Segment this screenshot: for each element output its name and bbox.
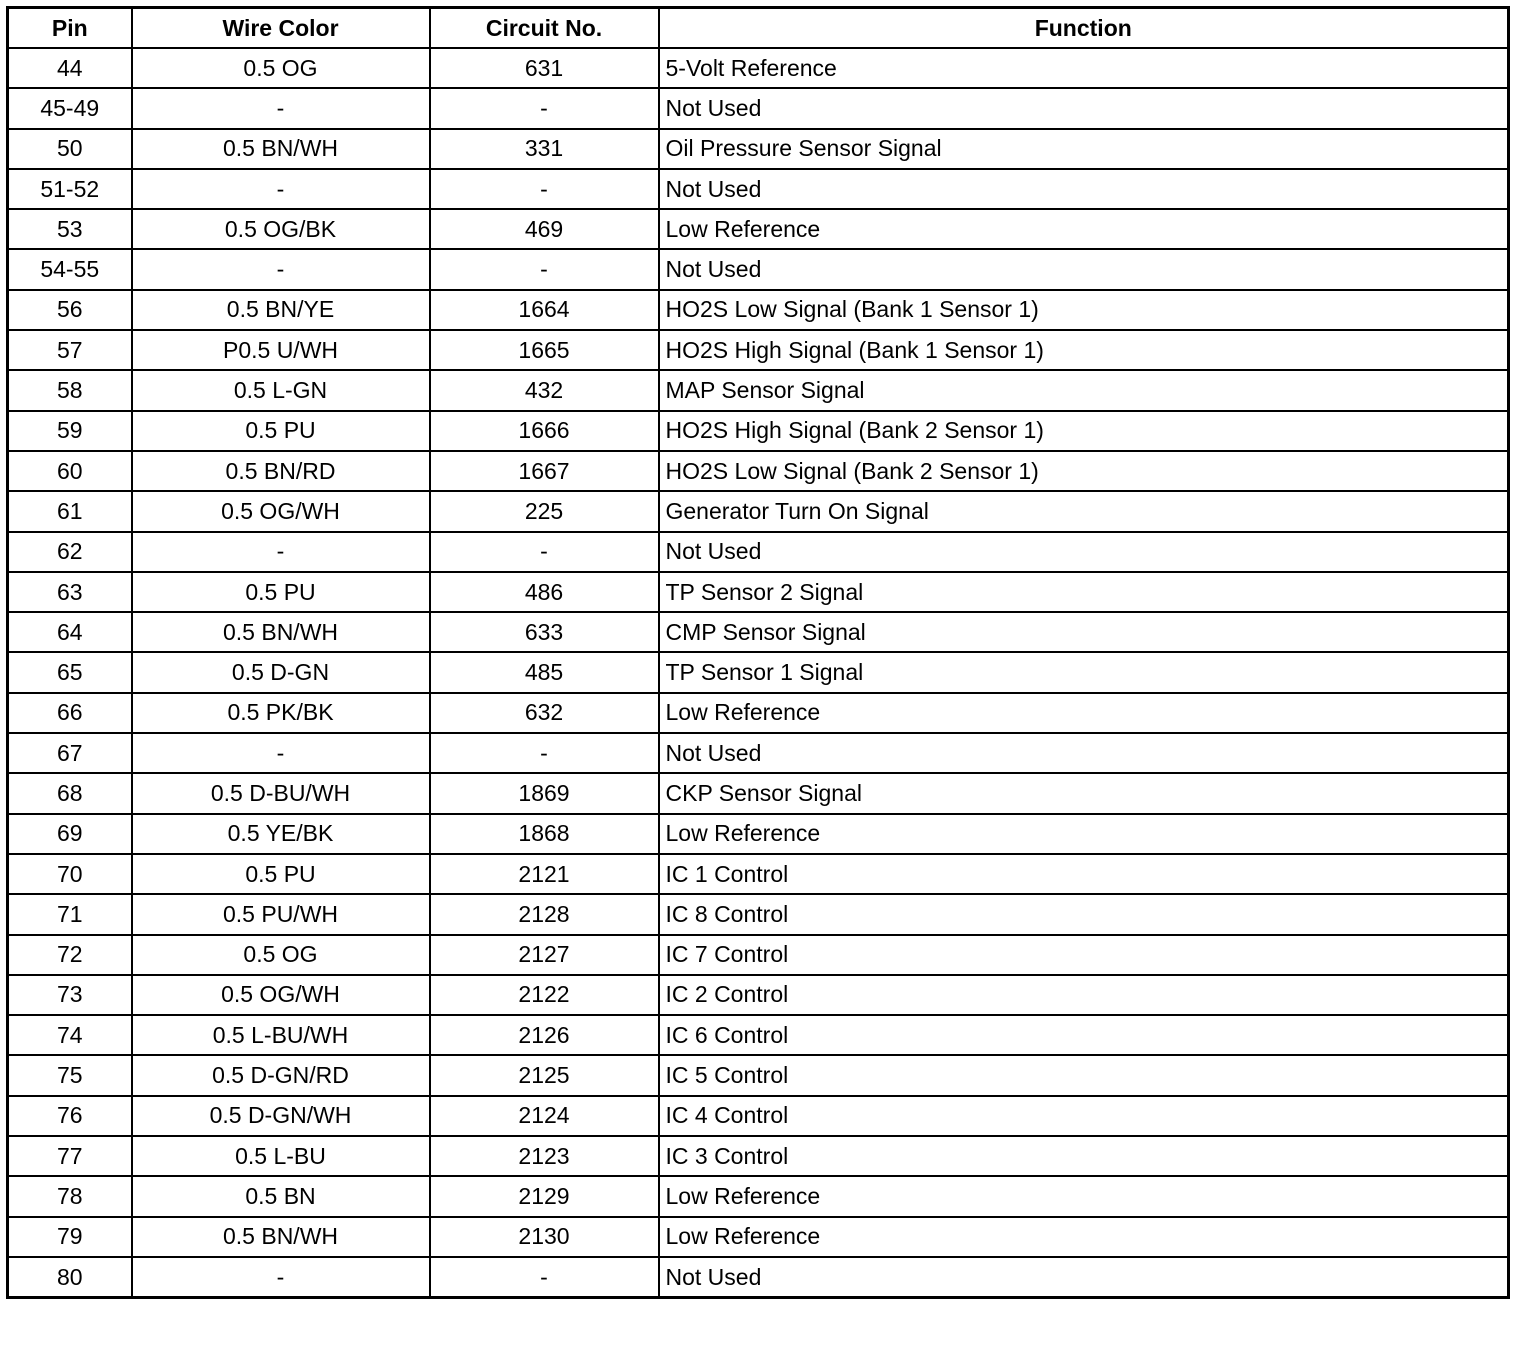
function-cell: HO2S Low Signal (Bank 1 Sensor 1): [659, 290, 1509, 330]
circuit-no-cell: 1667: [430, 451, 659, 491]
circuit-no-cell: 485: [430, 652, 659, 692]
function-cell: Low Reference: [659, 209, 1509, 249]
circuit-no-cell: 2124: [430, 1096, 659, 1136]
table-row: [8, 572, 1509, 612]
function-cell: Generator Turn On Signal: [659, 491, 1509, 531]
pinout-table: [6, 6, 1510, 1299]
function-cell: TP Sensor 1 Signal: [659, 652, 1509, 692]
pin-cell: 60: [8, 451, 132, 491]
pin-cell: 66: [8, 693, 132, 733]
function-cell: TP Sensor 2 Signal: [659, 572, 1509, 612]
wire-color-cell: 0.5 D-GN: [132, 652, 430, 692]
pin-cell: 63: [8, 572, 132, 612]
function-cell: HO2S Low Signal (Bank 2 Sensor 1): [659, 451, 1509, 491]
function-cell: IC 6 Control: [659, 1015, 1509, 1055]
wire-color-cell: 0.5 L-BU/WH: [132, 1015, 430, 1055]
table-row: [8, 451, 1509, 491]
pin-cell: 62: [8, 532, 132, 572]
function-cell: 5-Volt Reference: [659, 48, 1509, 88]
circuit-no-cell: 1664: [430, 290, 659, 330]
table-row: [8, 129, 1509, 169]
function-cell: Not Used: [659, 249, 1509, 289]
circuit-no-cell: 469: [430, 209, 659, 249]
pin-cell: 57: [8, 330, 132, 370]
table-row: [8, 1176, 1509, 1216]
pin-cell: 44: [8, 48, 132, 88]
wire-color-cell: 0.5 L-BU: [132, 1136, 430, 1176]
pin-cell: 65: [8, 652, 132, 692]
table-row: [8, 209, 1509, 249]
function-cell: IC 3 Control: [659, 1136, 1509, 1176]
circuit-no-cell: 631: [430, 48, 659, 88]
pin-cell: 80: [8, 1257, 132, 1298]
wire-color-cell: 0.5 PU: [132, 854, 430, 894]
table-row: [8, 773, 1509, 813]
table-row: [8, 612, 1509, 652]
pin-cell: 67: [8, 733, 132, 773]
pin-cell: 61: [8, 491, 132, 531]
wire-color-cell: 0.5 YE/BK: [132, 814, 430, 854]
wire-color-cell: 0.5 OG/WH: [132, 491, 430, 531]
table-row: [8, 1015, 1509, 1055]
wire-color-cell: 0.5 L-GN: [132, 370, 430, 410]
wire-color-cell: -: [132, 88, 430, 128]
table-row: [8, 370, 1509, 410]
table-row: [8, 1136, 1509, 1176]
pin-cell: 45-49: [8, 88, 132, 128]
circuit-no-cell: 2127: [430, 935, 659, 975]
function-cell: Low Reference: [659, 1217, 1509, 1257]
circuit-no-cell: 2126: [430, 1015, 659, 1055]
table-row: [8, 491, 1509, 531]
table-row: [8, 733, 1509, 773]
circuit-no-cell: -: [430, 249, 659, 289]
wire-color-cell: 0.5 PK/BK: [132, 693, 430, 733]
circuit-no-cell: 2121: [430, 854, 659, 894]
circuit-no-cell: 2123: [430, 1136, 659, 1176]
function-cell: IC 8 Control: [659, 894, 1509, 934]
circuit-no-cell: 486: [430, 572, 659, 612]
pin-cell: 69: [8, 814, 132, 854]
pin-cell: 79: [8, 1217, 132, 1257]
wire-color-cell: 0.5 OG/WH: [132, 975, 430, 1015]
table-row: [8, 652, 1509, 692]
wire-color-cell: 0.5 BN/RD: [132, 451, 430, 491]
circuit-no-cell: -: [430, 733, 659, 773]
function-cell: IC 5 Control: [659, 1055, 1509, 1095]
pin-cell: 50: [8, 129, 132, 169]
pin-cell: 72: [8, 935, 132, 975]
pin-cell: 64: [8, 612, 132, 652]
table-row: [8, 88, 1509, 128]
table-row: [8, 935, 1509, 975]
wire-color-cell: 0.5 D-GN/RD: [132, 1055, 430, 1095]
connector-pinout-sheet: [6, 6, 1510, 1299]
pin-cell: 75: [8, 1055, 132, 1095]
table-body: [8, 48, 1509, 1298]
table-row: [8, 48, 1509, 88]
wire-color-cell: -: [132, 733, 430, 773]
function-cell: Not Used: [659, 1257, 1509, 1298]
table-row: [8, 1055, 1509, 1095]
circuit-no-cell: 2128: [430, 894, 659, 934]
function-cell: HO2S High Signal (Bank 1 Sensor 1): [659, 330, 1509, 370]
wire-color-cell: -: [132, 532, 430, 572]
function-cell: CKP Sensor Signal: [659, 773, 1509, 813]
circuit-no-cell: 1868: [430, 814, 659, 854]
pin-cell: 76: [8, 1096, 132, 1136]
wire-color-cell: 0.5 OG: [132, 48, 430, 88]
circuit-no-cell: -: [430, 169, 659, 209]
pin-cell: 58: [8, 370, 132, 410]
wire-color-cell: 0.5 PU/WH: [132, 894, 430, 934]
circuit-no-cell: 632: [430, 693, 659, 733]
table-row: [8, 411, 1509, 451]
wire-color-cell: 0.5 BN/WH: [132, 129, 430, 169]
circuit-no-cell: 1869: [430, 773, 659, 813]
wire-color-cell: -: [132, 249, 430, 289]
wire-color-cell: 0.5 BN/YE: [132, 290, 430, 330]
pin-cell: 51-52: [8, 169, 132, 209]
table-row: [8, 975, 1509, 1015]
wire-color-cell: 0.5 OG: [132, 935, 430, 975]
table-row: [8, 169, 1509, 209]
wire-color-cell: 0.5 D-BU/WH: [132, 773, 430, 813]
circuit-no-cell: 1666: [430, 411, 659, 451]
table-row: [8, 1217, 1509, 1257]
circuit-no-cell: -: [430, 1257, 659, 1298]
table-row: [8, 1096, 1509, 1136]
circuit-no-cell: -: [430, 532, 659, 572]
circuit-no-cell: 2129: [430, 1176, 659, 1216]
wire-color-cell: -: [132, 169, 430, 209]
circuit-no-cell: 331: [430, 129, 659, 169]
function-cell: Low Reference: [659, 693, 1509, 733]
table-row: [8, 1257, 1509, 1298]
pin-cell: 78: [8, 1176, 132, 1216]
circuit-no-cell: 633: [430, 612, 659, 652]
table-row: [8, 894, 1509, 934]
pin-cell: 74: [8, 1015, 132, 1055]
function-cell: IC 4 Control: [659, 1096, 1509, 1136]
wire-color-cell: 0.5 D-GN/WH: [132, 1096, 430, 1136]
function-cell: Low Reference: [659, 814, 1509, 854]
function-cell: IC 7 Control: [659, 935, 1509, 975]
header-wire-color: Wire Color: [132, 8, 430, 49]
circuit-no-cell: 225: [430, 491, 659, 531]
table-row: [8, 532, 1509, 572]
header-circuit-no: Circuit No.: [430, 8, 659, 49]
pin-cell: 54-55: [8, 249, 132, 289]
function-cell: IC 2 Control: [659, 975, 1509, 1015]
header-row: [8, 8, 1509, 49]
pin-cell: 77: [8, 1136, 132, 1176]
wire-color-cell: 0.5 BN/WH: [132, 1217, 430, 1257]
function-cell: Oil Pressure Sensor Signal: [659, 129, 1509, 169]
header-pin: Pin: [8, 8, 132, 49]
table-row: [8, 693, 1509, 733]
table-row: [8, 854, 1509, 894]
function-cell: Not Used: [659, 88, 1509, 128]
circuit-no-cell: -: [430, 88, 659, 128]
table-row: [8, 290, 1509, 330]
wire-color-cell: 0.5 BN: [132, 1176, 430, 1216]
pin-cell: 71: [8, 894, 132, 934]
function-cell: MAP Sensor Signal: [659, 370, 1509, 410]
function-cell: Not Used: [659, 733, 1509, 773]
wire-color-cell: 0.5 OG/BK: [132, 209, 430, 249]
function-cell: HO2S High Signal (Bank 2 Sensor 1): [659, 411, 1509, 451]
wire-color-cell: 0.5 BN/WH: [132, 612, 430, 652]
function-cell: IC 1 Control: [659, 854, 1509, 894]
table-row: [8, 330, 1509, 370]
pin-cell: 73: [8, 975, 132, 1015]
pin-cell: 53: [8, 209, 132, 249]
pin-cell: 70: [8, 854, 132, 894]
pin-cell: 56: [8, 290, 132, 330]
wire-color-cell: P0.5 U/WH: [132, 330, 430, 370]
wire-color-cell: 0.5 PU: [132, 572, 430, 612]
function-cell: Not Used: [659, 532, 1509, 572]
pin-cell: 68: [8, 773, 132, 813]
function-cell: Low Reference: [659, 1176, 1509, 1216]
pin-cell: 59: [8, 411, 132, 451]
circuit-no-cell: 2122: [430, 975, 659, 1015]
function-cell: Not Used: [659, 169, 1509, 209]
wire-color-cell: 0.5 PU: [132, 411, 430, 451]
table-row: [8, 249, 1509, 289]
circuit-no-cell: 432: [430, 370, 659, 410]
circuit-no-cell: 2130: [430, 1217, 659, 1257]
wire-color-cell: -: [132, 1257, 430, 1298]
function-cell: CMP Sensor Signal: [659, 612, 1509, 652]
header-function: Function: [659, 8, 1509, 49]
circuit-no-cell: 1665: [430, 330, 659, 370]
circuit-no-cell: 2125: [430, 1055, 659, 1095]
table-row: [8, 814, 1509, 854]
